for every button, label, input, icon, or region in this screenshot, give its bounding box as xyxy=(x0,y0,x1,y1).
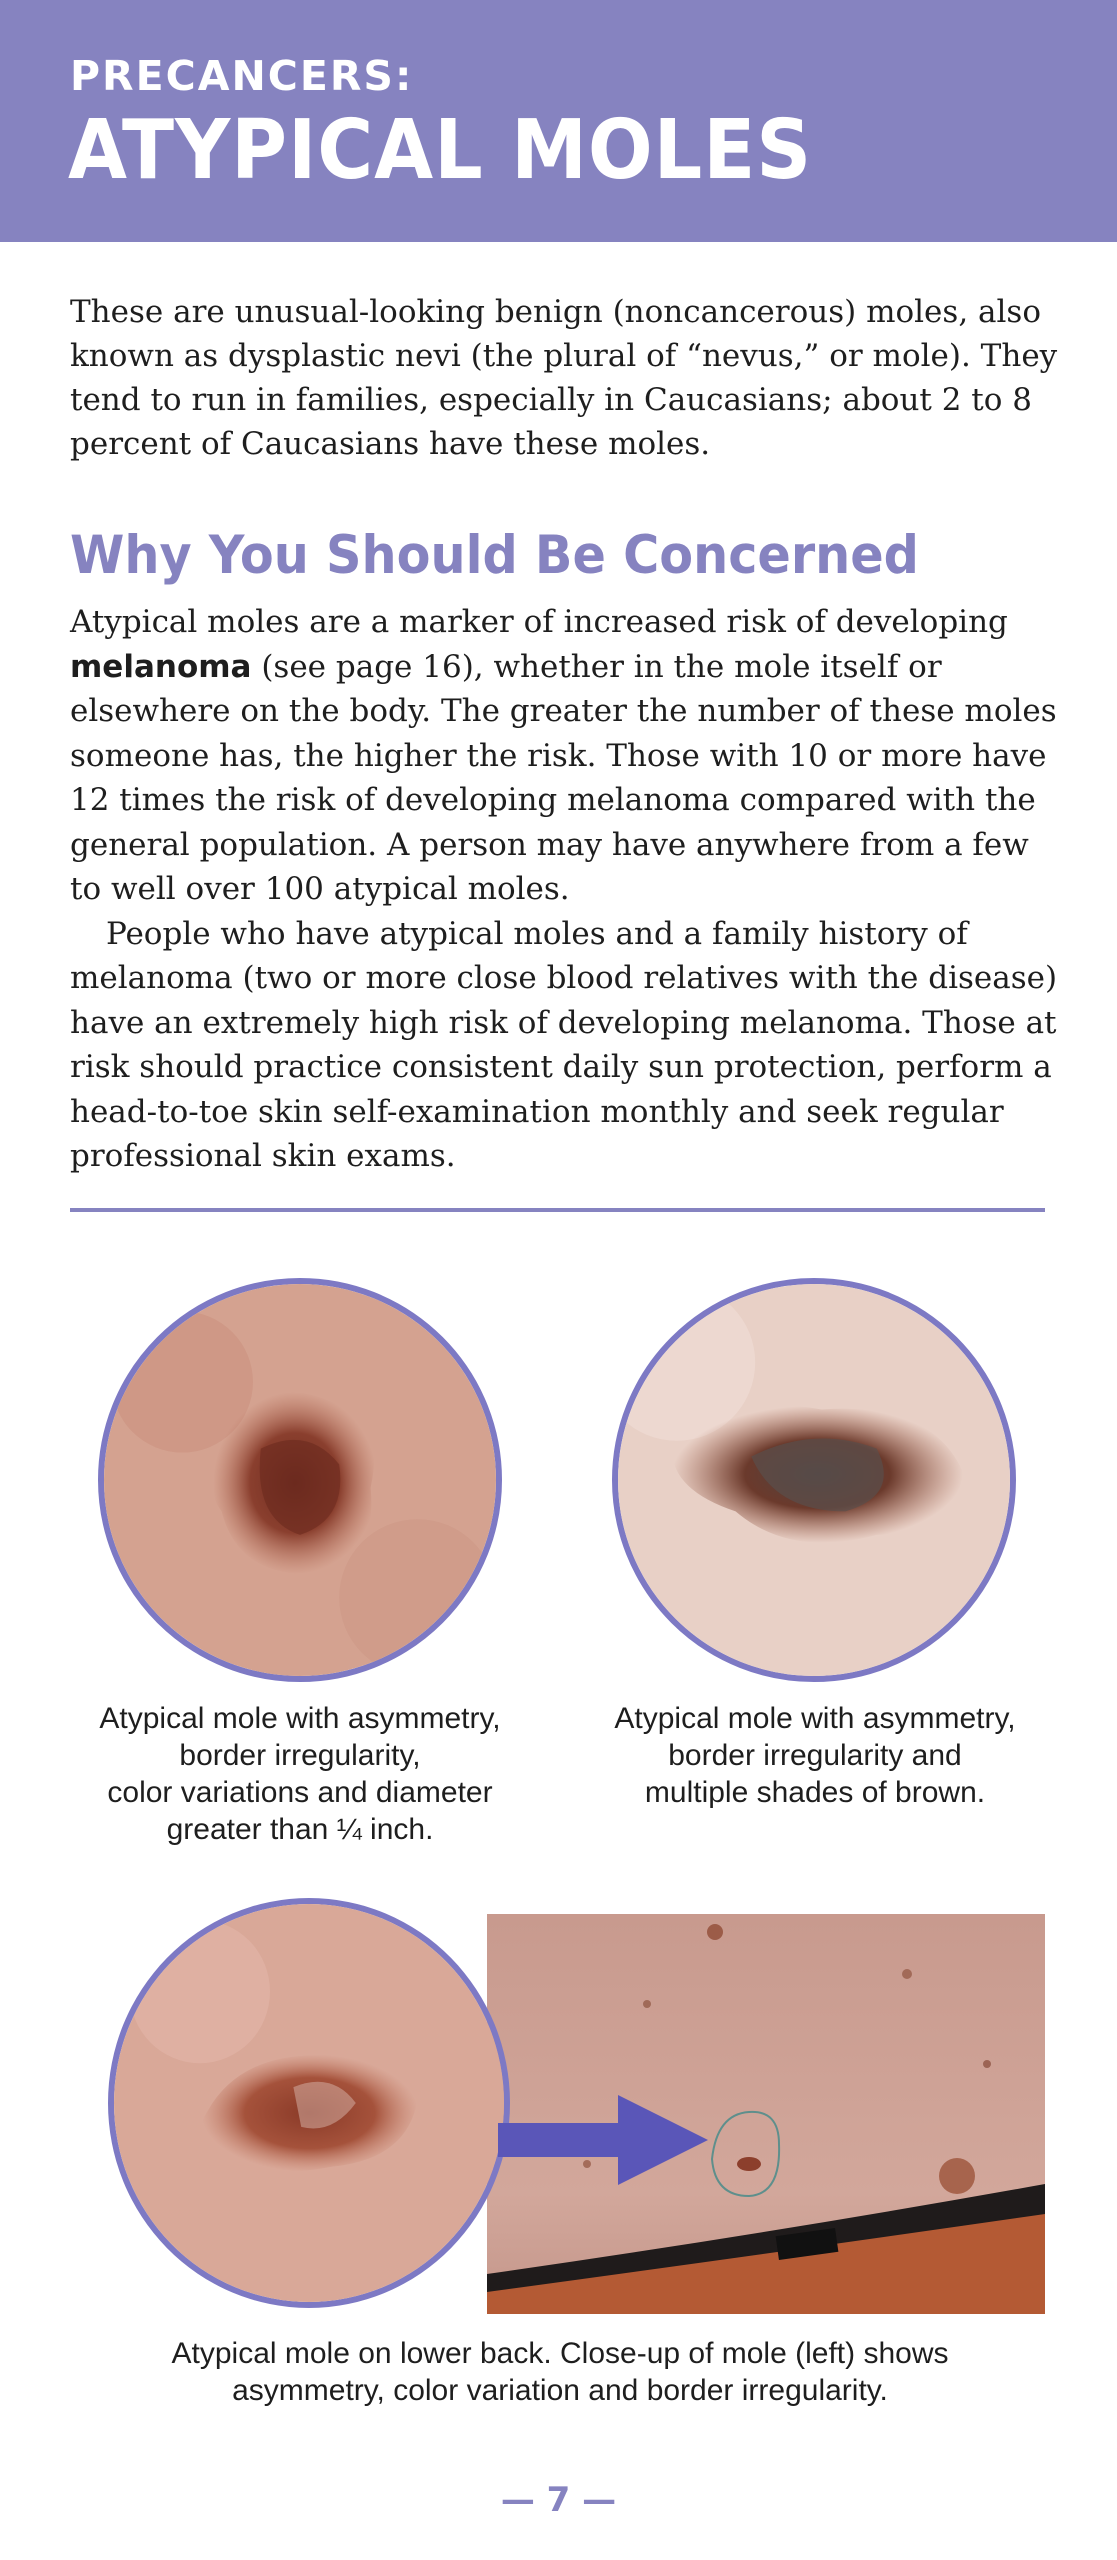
body-paragraph-1 xyxy=(70,600,1060,912)
body-paragraph-2: People who have atypical moles and a family history of melanoma (two or more close blood relatives with the disease) have an extremely high risk of developing melanoma. Those at risk should practice consistent daily sun protection, perform a head-to-toe skin self-examination monthly and seek regular professional skin exams. xyxy=(70,915,1058,1174)
header-kicker: PRECANCERS: xyxy=(70,52,414,100)
figure-3-caption-line: Atypical mole on lower back. Close-up of mole (left) shows xyxy=(171,2337,949,2370)
figure-2-caption-line: Atypical mole with asymmetry, xyxy=(614,1702,1016,1735)
figure-2-caption xyxy=(570,1700,1060,1811)
figure-1-caption-line: Atypical mole with asymmetry, xyxy=(99,1702,501,1735)
figure-1-caption-line: border irregularity, xyxy=(179,1739,421,1772)
section-body xyxy=(70,600,1060,1179)
figure-2-caption-line: multiple shades of brown. xyxy=(644,1776,986,1809)
section-divider xyxy=(70,1208,1045,1212)
mole-photo-1 xyxy=(98,1278,502,1682)
melanoma-term: melanoma xyxy=(70,648,252,685)
page-number: — 7 — xyxy=(500,2480,617,2520)
figure-1-caption-line: greater than ¼ inch. xyxy=(166,1813,434,1846)
arrow-icon xyxy=(498,2095,708,2185)
p1-text-start: Atypical moles are a marker of increased risk of developing xyxy=(70,604,1008,640)
p1-text-end: (see page 16), whether in the mole itself or elsewhere on the body. The greater the number of these moles someone has, the higher the risk. Those with 10 or more have 12 times the risk of developing melanoma compared with the general population. A person may have anywhere from a few to well over 100 atypical moles. xyxy=(70,648,1057,907)
page-title: ATYPICAL MOLES xyxy=(68,103,813,198)
figure-3-caption-line: asymmetry, color variation and border irregularity. xyxy=(232,2374,888,2407)
figure-3-caption xyxy=(60,2335,1060,2409)
mole-closeup-photo xyxy=(108,1898,510,2308)
page-header xyxy=(0,0,1117,242)
figure-1-caption-line: color variations and diameter xyxy=(107,1776,493,1809)
mole-photo-2 xyxy=(612,1278,1016,1682)
intro-paragraph: These are unusual-looking benign (noncancerous) moles, also known as dysplastic nevi (the plural of “nevus,” or mole). They tend to run in families, especially in Caucasians; about 2 to 8 percent of Caucasians have these moles. xyxy=(70,294,1058,462)
section-heading: Why You Should Be Concerned xyxy=(70,525,919,586)
figure-2-caption-line: border irregularity and xyxy=(668,1739,962,1772)
figure-1-caption xyxy=(50,1700,550,1848)
